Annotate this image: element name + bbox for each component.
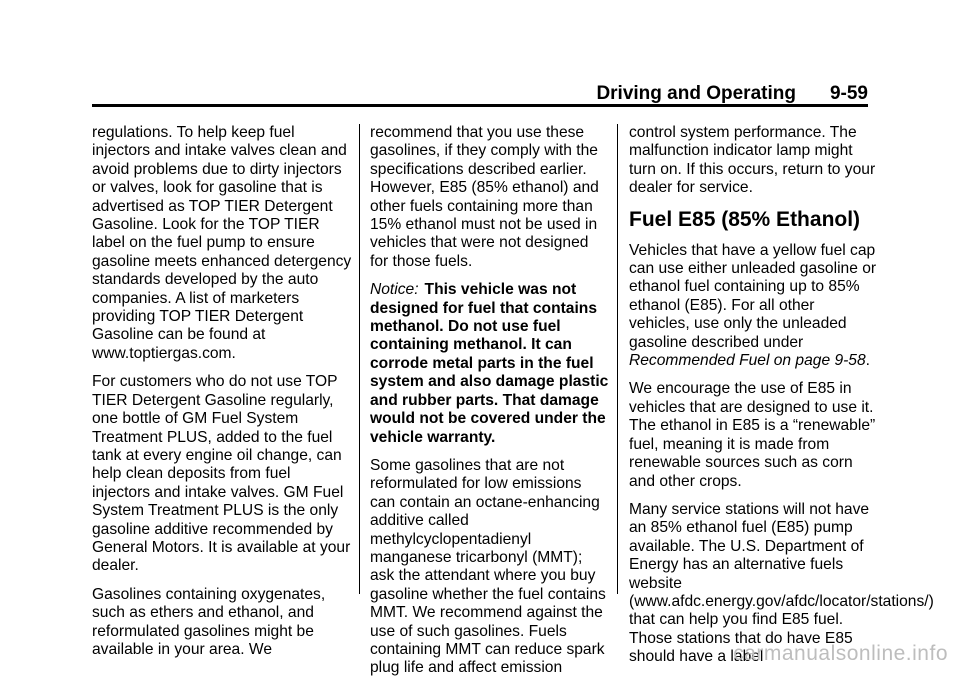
watermark: carmanualsonline.info [733,642,948,665]
paragraph-end: . [865,352,870,370]
paragraph: recommend that you use these gasolines, if they comply with the specifications described earlier. However, E85 (85% ethanol) and other fuels containing more than 15% ethanol must not be used in vehicles that were not designed for those fuels. [370,124,599,270]
paragraph-text: Vehicles that have a yellow fuel cap can use either unleaded gasoline or ethanol fuel containing up to 85% ethanol (E85). For all other vehicles, use only the unleaded gasoline described under [629,241,877,351]
paragraph: regulations. To help keep fuel injectors and intake valves clean and avoid problems due to dirty injectors or valves, look for gasoline that is advertised as TOP TIER Detergent Gasoline. Look for the TOP TIER label on the fuel pump to ensure gasoline meets enhanced detergency standards developed by the auto companies. A list of marketers providing TOP TIER Detergent Gasoline can be found at www.toptiergas.com. [92,124,352,362]
notice-body: This vehicle was not designed for fuel that contains methanol. Do not use fuel containing methanol. It can corrode metal parts in the fuel system and also damage plastic and rubber parts. That damage would not be covered under the vehicle warranty. [370,281,609,446]
section-heading: Fuel E85 (85% Ethanol) [629,207,861,231]
notice-label: Notice: [370,281,419,299]
column-2 [370,124,610,688]
cross-reference-link[interactable]: Recommended Fuel on page 9-58 [629,352,866,370]
paragraph: We encourage the use of E85 in vehicles that are designed to use it. The ethanol in E85 is a “renewable” fuel, meaning it is made from renewable sources such as corn and other crops. [629,380,876,490]
column-1 [92,124,352,669]
paragraph: For customers who do not use TOP TIER Detergent Gasoline regularly, one bottle of GM Fuel System Treatment PLUS, added to the fuel tank at every engine oil change, can help clean deposits from fuel injectors and intake valves. GM Fuel System Treatment PLUS is the only gasoline additive recommended by General Motors. It is available at your dealer. [92,373,351,575]
paragraph: Many service stations will not have an 85% ethanol fuel (E85) pump available. The U.S. Department of Energy has an alternative fuels website (www.afdc.energy.gov/afdc/locator/stations/) that can help you find E85 fuel. Those stations that do have E85 should have a label [629,500,934,666]
column-divider [617,124,618,594]
paragraph: Gasolines containing oxygenates, such as ethers and ethanol, and reformulated gasolines might be available in your area. We [92,585,326,658]
notice [370,281,610,447]
paragraph: Some gasolines that are not reformulated for low emissions can contain an octane-enhancing additive called methylcyclopentadienyl manganese tricarbonyl (MMT); ask the attendant where you buy gasoline whether the fuel contains MMT. We recommend against the use of such gasolines. Fuels containing MMT can reduce spark plug life and affect emission [370,456,606,677]
section-title: Driving and Operating [596,83,796,104]
paragraph: control system performance. The malfunction indicator lamp might turn on. If this occurs, return to your dealer for service. [629,124,876,197]
column-divider [359,124,360,594]
paragraph [629,242,877,371]
column-3 [629,124,934,677]
header-rule [92,104,868,107]
page-number: 9-59 [829,83,868,104]
